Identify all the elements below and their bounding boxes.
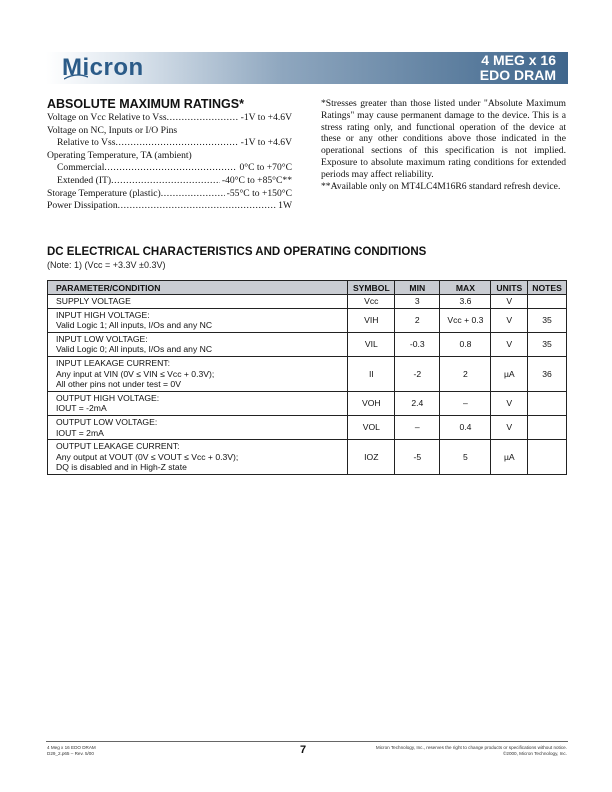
rating-label: Voltage on NC, Inputs or I/O Pins (47, 124, 178, 136)
rating-line (47, 200, 292, 213)
min-cell: 3 (395, 295, 440, 309)
abs-max-ratings-list (47, 112, 292, 213)
parameter-line: INPUT LOW VOLTAGE: (56, 333, 148, 344)
rating-value: -55°C to +150°C (226, 187, 292, 199)
stress-note-text: *Stresses greater than those listed under "Absolute Maximum Ratings" may cause permanent damage to the device. This is a stress rating only, and functional operation of the device at these or any other conditions above those indicated in the operational sections of this specification is not implied. Exposure to absolute maximum rating conditions for extended periods may affect reliability. (321, 98, 566, 180)
max-cell: 5 (440, 440, 491, 475)
units-cell: V (491, 295, 528, 309)
notes-cell: 35 (528, 332, 567, 356)
table-row (48, 295, 567, 309)
max-cell: Vcc + 0.3 (440, 308, 491, 332)
parameter-line: OUTPUT HIGH VOLTAGE: (56, 392, 160, 403)
notes-cell (528, 295, 567, 309)
min-cell: 2 (395, 308, 440, 332)
header-symbol: SYMBOL (348, 281, 395, 295)
title-line-1: 4 MEG x 16 (481, 52, 556, 68)
parameter-cell (48, 440, 348, 475)
page-number: 7 (300, 744, 307, 756)
symbol-cell: VIH (348, 308, 395, 332)
parameter-line: INPUT HIGH VOLTAGE: (56, 309, 150, 320)
header-notes: NOTES (528, 281, 567, 295)
table-row (48, 308, 567, 332)
max-cell: 0.8 (440, 332, 491, 356)
units-cell: µA (491, 356, 528, 391)
rating-line (47, 162, 292, 175)
symbol-cell: VOH (348, 391, 395, 415)
min-cell: 2.4 (395, 391, 440, 415)
leader-dots (161, 188, 225, 201)
rating-label: Voltage on Vcc Relative to Vss (47, 112, 167, 123)
min-cell: – (395, 415, 440, 439)
min-cell: -2 (395, 356, 440, 391)
parameter-line: OUTPUT LOW VOLTAGE: (56, 416, 158, 427)
parameter-line: DQ is disabled and in High-Z state (56, 462, 187, 473)
rating-line (47, 188, 292, 201)
symbol-cell: VOL (348, 415, 395, 439)
rating-line (47, 137, 292, 150)
stress-note (321, 98, 566, 192)
leader-dots (104, 162, 237, 175)
parameter-cell (48, 332, 348, 356)
availability-note: **Available only on MT4LC4M16R6 standard refresh device. (321, 180, 561, 192)
parameter-cell (48, 308, 348, 332)
rating-line (47, 125, 292, 138)
title-line-2: EDO DRAM (479, 67, 556, 83)
parameter-line: SUPPLY VOLTAGE (56, 296, 131, 306)
table-row (48, 415, 567, 439)
leader-dots (167, 112, 239, 125)
notes-cell: 36 (528, 356, 567, 391)
symbol-cell: VIL (348, 332, 395, 356)
table-header-row (48, 281, 567, 295)
rating-label: Operating Temperature, TA (ambient) (47, 149, 192, 161)
notes-cell (528, 391, 567, 415)
min-cell: -0.3 (395, 332, 440, 356)
footer-revision: D29_2.p65 – Rev. 5/00 (47, 750, 94, 756)
rating-value: -40°C to +85°C** (221, 174, 292, 186)
leader-dots (115, 137, 238, 150)
table-row (48, 440, 567, 475)
units-cell: V (491, 391, 528, 415)
notes-cell (528, 440, 567, 475)
logo-swoosh-icon (64, 74, 88, 80)
footer-right (376, 745, 567, 756)
footer-rule (46, 741, 568, 742)
table-row (48, 391, 567, 415)
parameter-line: OUTPUT LEAKAGE CURRENT: (56, 441, 180, 452)
rating-label: Relative to Vss (57, 137, 116, 149)
leader-dots (111, 175, 220, 188)
parameter-cell (48, 356, 348, 391)
dc-characteristics-title: DC ELECTRICAL CHARACTERISTICS AND OPERATING CONDITIONS (47, 246, 427, 258)
footer-disclaimer: Micron Technology, Inc., reserves the right to change products or specifications without notice. (375, 745, 567, 750)
rating-label: Power Dissipation (47, 200, 118, 212)
rating-label: Extended (IT) (57, 174, 112, 186)
rating-value: 1W (278, 200, 292, 212)
page-header (46, 52, 568, 84)
parameter-cell (48, 295, 348, 309)
symbol-cell: II (348, 356, 395, 391)
parameter-line: IOUT = 2mA (56, 427, 104, 438)
header-max: MAX (440, 281, 491, 295)
notes-cell (528, 415, 567, 439)
units-cell: V (491, 332, 528, 356)
table-row (48, 332, 567, 356)
max-cell: 3.6 (440, 295, 491, 309)
parameter-cell (48, 391, 348, 415)
rating-label: Commercial (57, 162, 105, 174)
abs-max-title: ABSOLUTE MAXIMUM RATINGS* (47, 97, 244, 111)
min-cell: -5 (395, 440, 440, 475)
rating-value: 0°C to +70°C (239, 162, 292, 174)
rating-line (47, 175, 292, 188)
units-cell: V (491, 308, 528, 332)
rating-value: -1V to +4.6V (240, 112, 292, 123)
footer-left (47, 745, 96, 756)
header-units: UNITS (491, 281, 528, 295)
leader-dots (118, 200, 277, 213)
document-title (480, 53, 556, 83)
symbol-cell: IOZ (348, 440, 395, 475)
header-parameter: PARAMETER/CONDITION (48, 281, 348, 295)
parameter-line: Valid Logic 1; All inputs, I/Os and any NC (56, 320, 213, 331)
dc-conditions-note: (Note: 1) (Vcc = +3.3V ±0.3V) (47, 260, 166, 270)
rating-value: -1V to +4.6V (240, 137, 292, 149)
parameter-line: All other pins not under test = 0V (56, 379, 181, 390)
footer-doc-title: 4 Meg x 16 EDO DRAM (47, 745, 96, 750)
dc-characteristics-table (47, 280, 567, 475)
parameter-line: IOUT = -2mA (56, 403, 107, 414)
units-cell: V (491, 415, 528, 439)
parameter-cell (48, 415, 348, 439)
parameter-line: Valid Logic 0; All inputs, I/Os and any NC (56, 344, 213, 355)
rating-line (47, 150, 292, 163)
micron-logo: Micron (62, 54, 144, 81)
max-cell: – (440, 391, 491, 415)
max-cell: 2 (440, 356, 491, 391)
parameter-line: Any input at VIN (0V ≤ VIN ≤ Vcc + 0.3V); (56, 368, 215, 379)
parameter-line: INPUT LEAKAGE CURRENT: (56, 357, 170, 368)
units-cell: µA (491, 440, 528, 475)
table-row (48, 356, 567, 391)
notes-cell: 35 (528, 308, 567, 332)
parameter-line: Any output at VOUT (0V ≤ VOUT ≤ Vcc + 0.3V); (56, 451, 239, 462)
header-min: MIN (395, 281, 440, 295)
rating-label: Storage Temperature (plastic) (47, 187, 161, 199)
max-cell: 0.4 (440, 415, 491, 439)
symbol-cell: Vcc (348, 295, 395, 309)
footer-copyright: ©2000, Micron Technology, Inc. (503, 750, 567, 756)
rating-line (47, 112, 292, 125)
